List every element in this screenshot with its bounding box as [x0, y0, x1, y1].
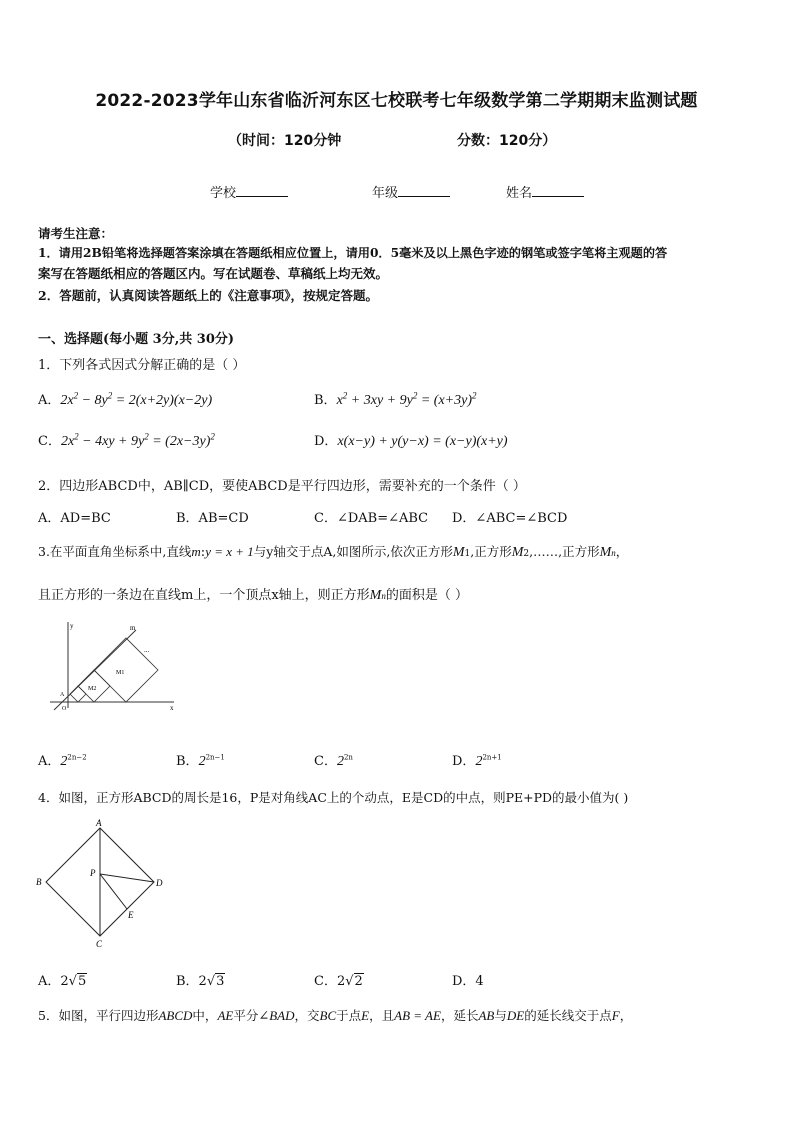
q3-text-d: ,……,正方形	[529, 544, 600, 559]
q4-fig-a: A	[96, 818, 102, 828]
q3-text-f: 的面积是（ ）	[385, 588, 468, 603]
q1-b-label: B．	[314, 393, 337, 408]
exam-score: 分数：120分）	[457, 133, 557, 149]
q4-option-a[interactable]: A．2√5	[38, 974, 87, 989]
q2-option-d[interactable]: D．∠ABC=∠BCD	[452, 511, 568, 526]
q4-fig-p: P	[90, 868, 96, 878]
grade-field	[372, 182, 450, 201]
notice-heading: 请考生注意：	[38, 226, 114, 241]
q4-fig-b: B	[36, 877, 42, 887]
q3-text-a: 3.在平面直角坐标系中,直线	[38, 544, 192, 559]
q5-text-f: ，且	[369, 1008, 395, 1023]
q1-d-label: D．	[314, 434, 338, 449]
q3-text-b: 与y轴交于点A,如图所示,依次正方形	[253, 544, 453, 559]
q5-text-e: 于点	[336, 1008, 362, 1023]
q1-stem: 1．下列各式因式分解正确的是（ ）	[38, 358, 246, 373]
q4-b-rad: 3	[216, 974, 225, 989]
school-field	[210, 182, 288, 201]
q3-option-a[interactable]: A．$2^{2n-2}$	[38, 753, 87, 769]
q4-fig-d: D	[156, 878, 163, 888]
q4-option-d[interactable]: D．4	[452, 974, 484, 989]
q1-a-label: A．	[38, 393, 61, 408]
q5-text-c: 平分	[233, 1008, 259, 1023]
section-title: 一、选择题(每小题 3分,共 30分)	[38, 332, 235, 347]
q4-c-rad: 2	[354, 974, 363, 989]
q3-option-b[interactable]: B．$2^{2n-1}$	[176, 753, 225, 769]
q5-text-b: 中，	[192, 1008, 218, 1023]
q3-fig-o: O	[62, 706, 67, 712]
q2-stem: 2．四边形ABCD中，AB∥CD，要使ABCD是平行四边形，需要补充的一个条件（ ）	[38, 479, 526, 494]
q3-b-exp: 2n−1	[205, 753, 225, 762]
q3-b-label: B．	[176, 754, 199, 769]
q3-fig-m1: M1	[116, 670, 125, 676]
q5-text-d: ，交	[294, 1008, 320, 1023]
q4-stem: 4．如图，正方形ABCD的周长是16，P是对角线AC上的个动点，E是CD的中点，则PE+PD的最小值为( )	[38, 790, 629, 805]
q3-text-e: 且正方形的一条边在直线m上，一个顶点x轴上，则正方形	[38, 588, 370, 603]
q4-a-label: A．2	[38, 974, 69, 989]
q5-text-a: 5．如图，平行四边形	[38, 1008, 159, 1023]
q3-fig-y: y	[70, 622, 74, 630]
q1-c-label: C．	[38, 434, 61, 449]
q3-fig-x: x	[170, 704, 174, 712]
q3-a-exp: 2n−2	[67, 753, 87, 762]
q3-fig-m: m	[130, 624, 136, 632]
q3-text-c: ,正方形	[470, 544, 512, 559]
q2-option-c[interactable]: C．∠DAB=∠ABC	[314, 511, 429, 526]
q3-option-c[interactable]: C．$2^{2n}$	[314, 753, 353, 769]
q3-option-d[interactable]: D．$2^{2n+1}$	[452, 753, 502, 769]
q4-fig-c: C	[96, 939, 103, 949]
q3-figure	[40, 618, 180, 718]
school-blank[interactable]	[236, 184, 288, 197]
q1-option-c[interactable]: C．$2x^2 - 4xy + 9y^2 = (2x-3y)^2$	[38, 431, 215, 449]
name-label: 姓名	[506, 186, 533, 201]
q3-c-label: C．	[314, 754, 337, 769]
name-blank[interactable]	[532, 184, 584, 197]
q3-fig-m2: M2	[88, 686, 97, 692]
notice-line1b: 案写在答题纸相应的答题区内。写在试题卷、草稿纸上均无效。	[38, 266, 389, 281]
q3-a-label: A．	[38, 754, 61, 769]
name-field	[506, 182, 584, 201]
q5-text-j: ，	[619, 1008, 633, 1023]
q3-stem-line2: 且正方形的一条边在直线m上，一个顶点x轴上，则正方形Mn的面积是（ ）	[38, 588, 468, 603]
q4-figure	[34, 818, 168, 950]
q5-text-i: 的延长线交于点	[524, 1008, 612, 1023]
q5-text-g: ，延长	[440, 1008, 479, 1023]
notice-line1: 1．请用2B铅笔将选择题答案涂填在答题纸相应位置上，请用0．5毫米及以上黑色字迹的钢笔或签字笔将主观题的答	[38, 246, 668, 260]
page-title: 2022-2023学年山东省临沂河东区七校联考七年级数学第二学期期末监测试题	[95, 91, 698, 111]
exam-time: （时间：120分钟	[228, 133, 342, 149]
grade-blank[interactable]	[398, 184, 450, 197]
q5-stem: 5．如图，平行四边形ABCD中，AE平分∠BAD，交BC于点E，且AB = AE，延长AB与DE的延长线交于点F，	[38, 1008, 633, 1023]
q3-c-exp: 2n	[343, 753, 353, 762]
q3-d-label: D．	[452, 754, 476, 769]
q1-option-a[interactable]: A．$2x^2 - 8y^2 = 2(x+2y)(x-2y)$	[38, 390, 213, 408]
grade-label: 年级	[372, 186, 399, 201]
q3-fig-dots: ...	[144, 646, 150, 654]
q2-option-a[interactable]: A．AD=BC	[38, 511, 111, 526]
q1-option-b[interactable]: B．$x^2 + 3xy + 9y^2 = (x+3y)^2$	[314, 390, 477, 408]
q5-text-h: 与	[494, 1008, 507, 1023]
q3-stem-line1: 3.在平面直角坐标系中,直线m:y = x + 1与y轴交于点A,如图所示,依次正方形M1,正方形M2,……,正方形Mn，	[38, 544, 629, 560]
q4-option-c[interactable]: C．2√2	[314, 974, 363, 989]
q4-b-label: B．2	[176, 974, 207, 989]
q3-fig-a: A	[60, 692, 65, 698]
q3-d-exp: 2n+1	[482, 753, 502, 762]
q4-a-rad: 5	[77, 974, 87, 989]
q1-option-d[interactable]: D．x(x−y) + y(y−x) = (x−y)(x+y)	[314, 434, 508, 449]
notice-line2: 2．答题前，认真阅读答题纸上的《注意事项》，按规定答题。	[38, 288, 378, 303]
q4-c-label: C．2	[314, 974, 346, 989]
q2-option-b[interactable]: B．AB=CD	[176, 511, 249, 526]
q4-fig-e: E	[128, 910, 134, 920]
school-label: 学校	[210, 186, 237, 201]
q4-option-b[interactable]: B．2√3	[176, 974, 225, 989]
